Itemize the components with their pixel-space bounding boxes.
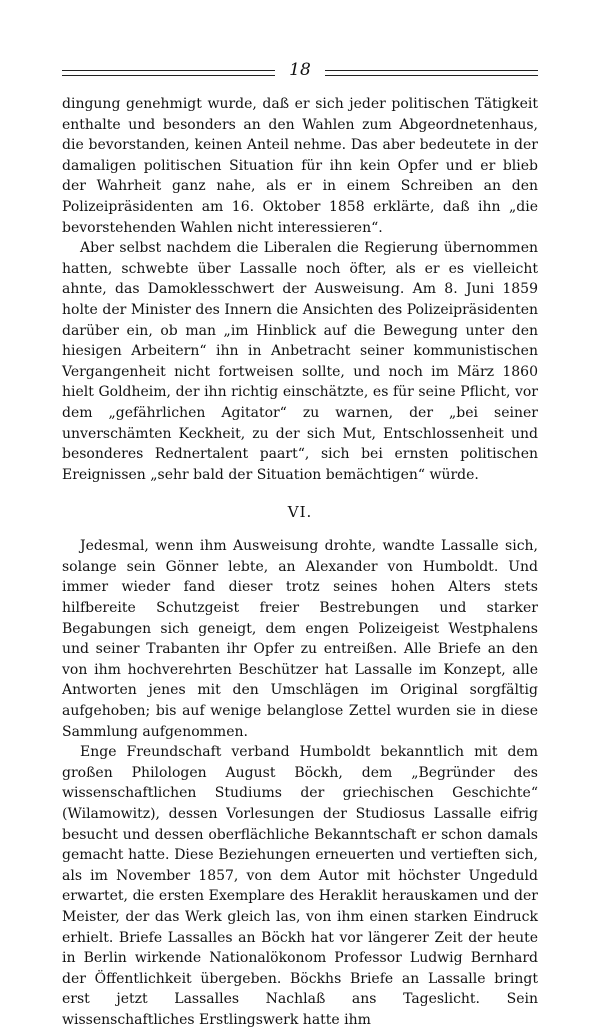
book-page: [62, 58, 538, 1031]
section-heading: VI.: [287, 503, 313, 522]
body-text: [62, 94, 538, 1031]
page-number: 18: [289, 60, 311, 80]
page-header: [62, 58, 538, 92]
header-rule-right: [325, 70, 538, 76]
paragraph-continued: dingung genehmigt wurde, daß er sich jeder politischen Tätigkeit enthalte und besonders an den Wahlen zum Abgeordnetenhaus, die bevorstanden, keinen Anteil nehme. Das aber bedeutete in der damaligen politischen Situation für ihn kein Opfer und er blieb der Wahrheit ganz nahe, als er in einem Schreiben an den Polizeipräsidenten am 16. Oktober 1858 erklärte, daß ihn „die bevorstehenden Wahlen nicht interessieren“.: [62, 96, 538, 236]
paragraph: Jedesmal, wenn ihm Ausweisung drohte, wandte Lassalle sich, solange sein Gönner lebte, an Alexander von Humboldt. Und immer wieder fand dieser trotz seines hohen Alters stets hilfbereite Schutzgeist freier Bestrebungen und starker Begabungen sich geneigt, dem engen Polizeigeist Westphalens und seiner Trabanten ihr Opfer zu entreißen. Alle Briefe an den von ihm hochverehrten Beschützer hat Lassalle im Konzept, alle Antworten jenes mit den Umschlägen im Original sorgfältig aufgehoben; bis auf wenige belanglose Zettel wurden sie in diese Sammlung aufgenommen.: [62, 538, 538, 740]
paragraph: Enge Freundschaft verband Humboldt bekanntlich mit dem großen Philologen August Böckh, dem „Begründer des wissenschaftlichen Studiums der griechischen Geschichte“ (Wilamowitz), dessen Vorlesungen der Studiosus Lassalle eifrig besucht und dessen oberflächliche Bekanntschaft er schon damals gemacht hatte. Diese Beziehungen erneuerten und vertieften sich, als im November 1857, von dem Autor mit höchster Ungeduld erwartet, die ersten Exemplare des Heraklit herauskamen und der Meister, der das Werk gleich las, von ihm einen starken Eindruck erhielt. Briefe Lassalles an Böckh hat vor längerer Zeit der heute in Berlin wirkende Nationalökonom Professor Ludwig Bernhard der Öffentlichkeit übergeben. Böckhs Briefe an Lassalle bringt erst jetzt Lassalles Nachlaß ans Tageslicht. Sein wissenschaftliches Erstlingswerk hatte ihm: [62, 744, 538, 1028]
paragraph: Aber selbst nachdem die Liberalen die Regierung übernommen hatten, schwebte über Lassalle noch öfter, als er es vielleicht ahnte, das Damoklesschwert der Ausweisung. Am 8. Juni 1859 holte der Minister des Innern die Ansichten des Polizeipräsidenten darüber ein, ob man „im Hinblick auf die Bewegung unter den hiesigen Arbeitern“ ihn in Anbetracht seiner kommunistischen Vergangenheit nicht fortweisen sollte, und noch im März 1860 hielt Goldheim, der ihn richtig einschätzte, es für seine Pflicht, vor dem „gefährlichen Agitator“ zu warnen, der „bei seiner unverschämten Keckheit, zu der sich Mut, Entschlossenheit und besonderes Rednertalent paart“, sich bei ernsten politischen Ereignissen „sehr bald der Situation bemächtigen“ würde.: [62, 240, 538, 483]
